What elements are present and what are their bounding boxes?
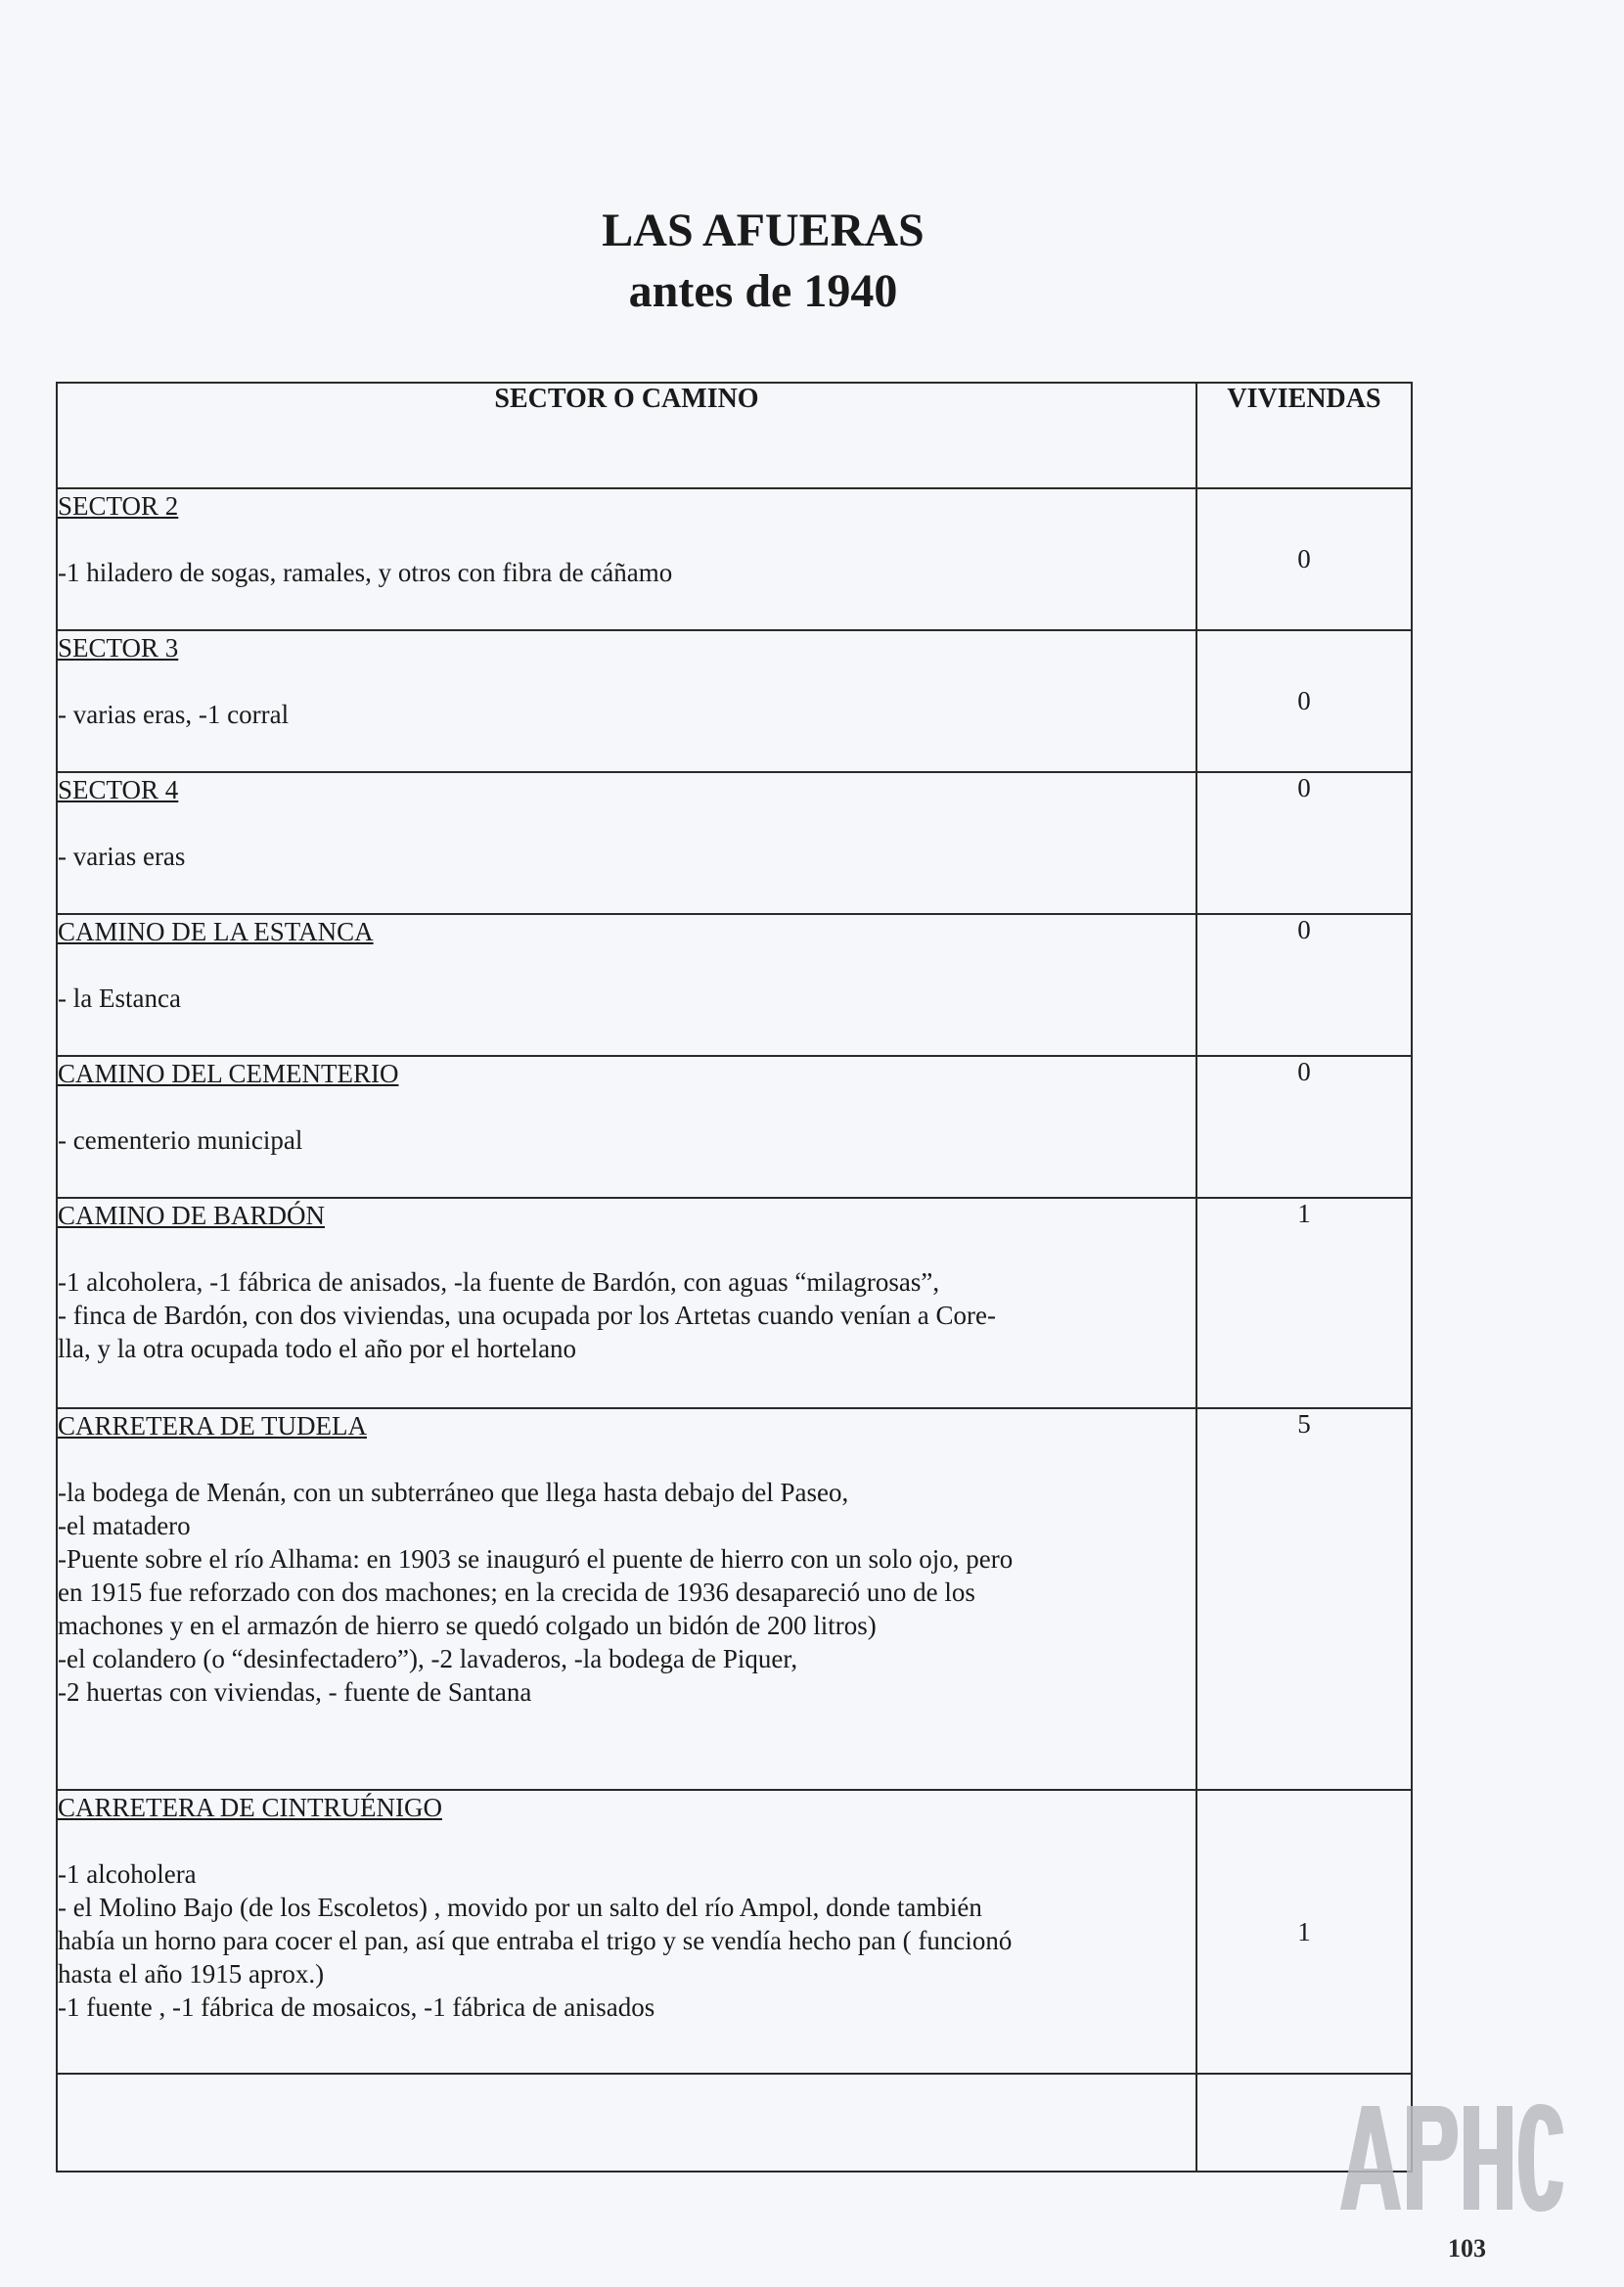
sector-name: CAMINO DEL CEMENTERIO (58, 1059, 399, 1088)
viviendas-cell: 0 (1196, 914, 1412, 1056)
table-row (57, 1056, 1412, 1198)
sector-description: - cementerio municipal (58, 1125, 303, 1155)
sector-name: CARRETERA DE CINTRUÉNIGO (58, 1793, 442, 1822)
header-sector: SECTOR O CAMINO (57, 383, 1196, 488)
table-row (57, 1790, 1412, 2074)
aphc-logo (1340, 2104, 1565, 2239)
viviendas-cell: 0 (1196, 1056, 1412, 1198)
sector-description: - varias eras (58, 842, 186, 871)
table-row (57, 914, 1412, 1056)
table-row (57, 1408, 1412, 1790)
title-line-1: LAS AFUERAS (602, 205, 925, 256)
sector-name: SECTOR 2 (58, 491, 179, 521)
page-title (0, 201, 1526, 322)
sector-description: -1 fuente , -1 fábrica de mosaicos, -1 fábrica de anisados (58, 1992, 655, 2022)
viviendas-cell: 1 (1196, 1790, 1412, 2074)
sector-description: - finca de Bardón, con dos viviendas, una ocupada por los Artetas cuando venían a Core- (58, 1301, 996, 1330)
sector-cell (57, 1408, 1196, 1790)
sector-name: SECTOR 3 (58, 633, 179, 663)
table-row (57, 772, 1412, 914)
sector-name: CAMINO DE LA ESTANCA (58, 917, 374, 946)
viviendas-cell: 0 (1196, 488, 1412, 630)
sector-description: hasta el año 1915 aprox.) (58, 1959, 325, 1989)
sector-name: CAMINO DE BARDÓN (58, 1201, 326, 1230)
sector-cell (57, 914, 1196, 1056)
sector-cell (57, 630, 1196, 772)
sector-description: lla, y la otra ocupada todo el año por el hortelano (58, 1334, 577, 1363)
sector-cell (57, 1790, 1196, 2074)
sector-description: -2 huertas con viviendas, - fuente de Santana (58, 1677, 532, 1707)
sector-description: -el matadero (58, 1511, 191, 1540)
sector-description: -la bodega de Menán, con un subterráneo que llega hasta debajo del Paseo, (58, 1478, 849, 1507)
sector-description: había un horno para cocer el pan, así que entraba el trigo y se vendía hecho pan ( funcionó (58, 1926, 1013, 1955)
viviendas-cell: 0 (1196, 772, 1412, 914)
table-row (57, 630, 1412, 772)
sector-description: machones y en el armazón de hierro se quedó colgado un bidón de 200 litros) (58, 1611, 877, 1640)
title-line-2: antes de 1940 (628, 265, 898, 317)
viviendas-cell: 0 (1196, 630, 1412, 772)
sector-description: - el Molino Bajo (de los Escoletos) , movido por un salto del río Ampol, donde también (58, 1893, 982, 1922)
table-row (57, 1198, 1412, 1408)
viviendas-cell: 1 (1196, 1198, 1412, 1408)
sector-name: CARRETERA DE TUDELA (58, 1411, 367, 1441)
sector-description: en 1915 fue reforzado con dos machones; en la crecida de 1936 desapareció uno de los (58, 1578, 975, 1607)
sector-description: - varias eras, -1 corral (58, 700, 290, 729)
sector-description: -el colandero (o “desinfectadero”), -2 lavaderos, -la bodega de Piquer, (58, 1644, 798, 1673)
page-number: 103 (1448, 2234, 1486, 2263)
sector-description: -1 alcoholera, -1 fábrica de anisados, -la fuente de Bardón, con aguas “milagrosas”, (58, 1267, 940, 1297)
aphc-logo-mark (1340, 2104, 1565, 2212)
viviendas-cell: 5 (1196, 1408, 1412, 1790)
sector-cell (57, 1056, 1196, 1198)
sector-cell (57, 1198, 1196, 1408)
sector-cell (57, 772, 1196, 914)
afueras-table (56, 382, 1413, 2173)
table-row (57, 488, 1412, 630)
sector-name: SECTOR 4 (58, 775, 179, 804)
sector-description: -1 alcoholera (58, 1859, 197, 1889)
empty-row (57, 2074, 1412, 2172)
sector-description: - la Estanca (58, 983, 181, 1013)
empty-sector-cell (57, 2074, 1196, 2172)
header-viviendas: VIVIENDAS (1196, 383, 1412, 488)
sector-description: -Puente sobre el río Alhama: en 1903 se inauguró el puente de hierro con un solo ojo, pero (58, 1544, 1014, 1574)
header-row (57, 383, 1412, 488)
sector-description: -1 hiladero de sogas, ramales, y otros con fibra de cáñamo (58, 558, 673, 587)
sector-cell (57, 488, 1196, 630)
